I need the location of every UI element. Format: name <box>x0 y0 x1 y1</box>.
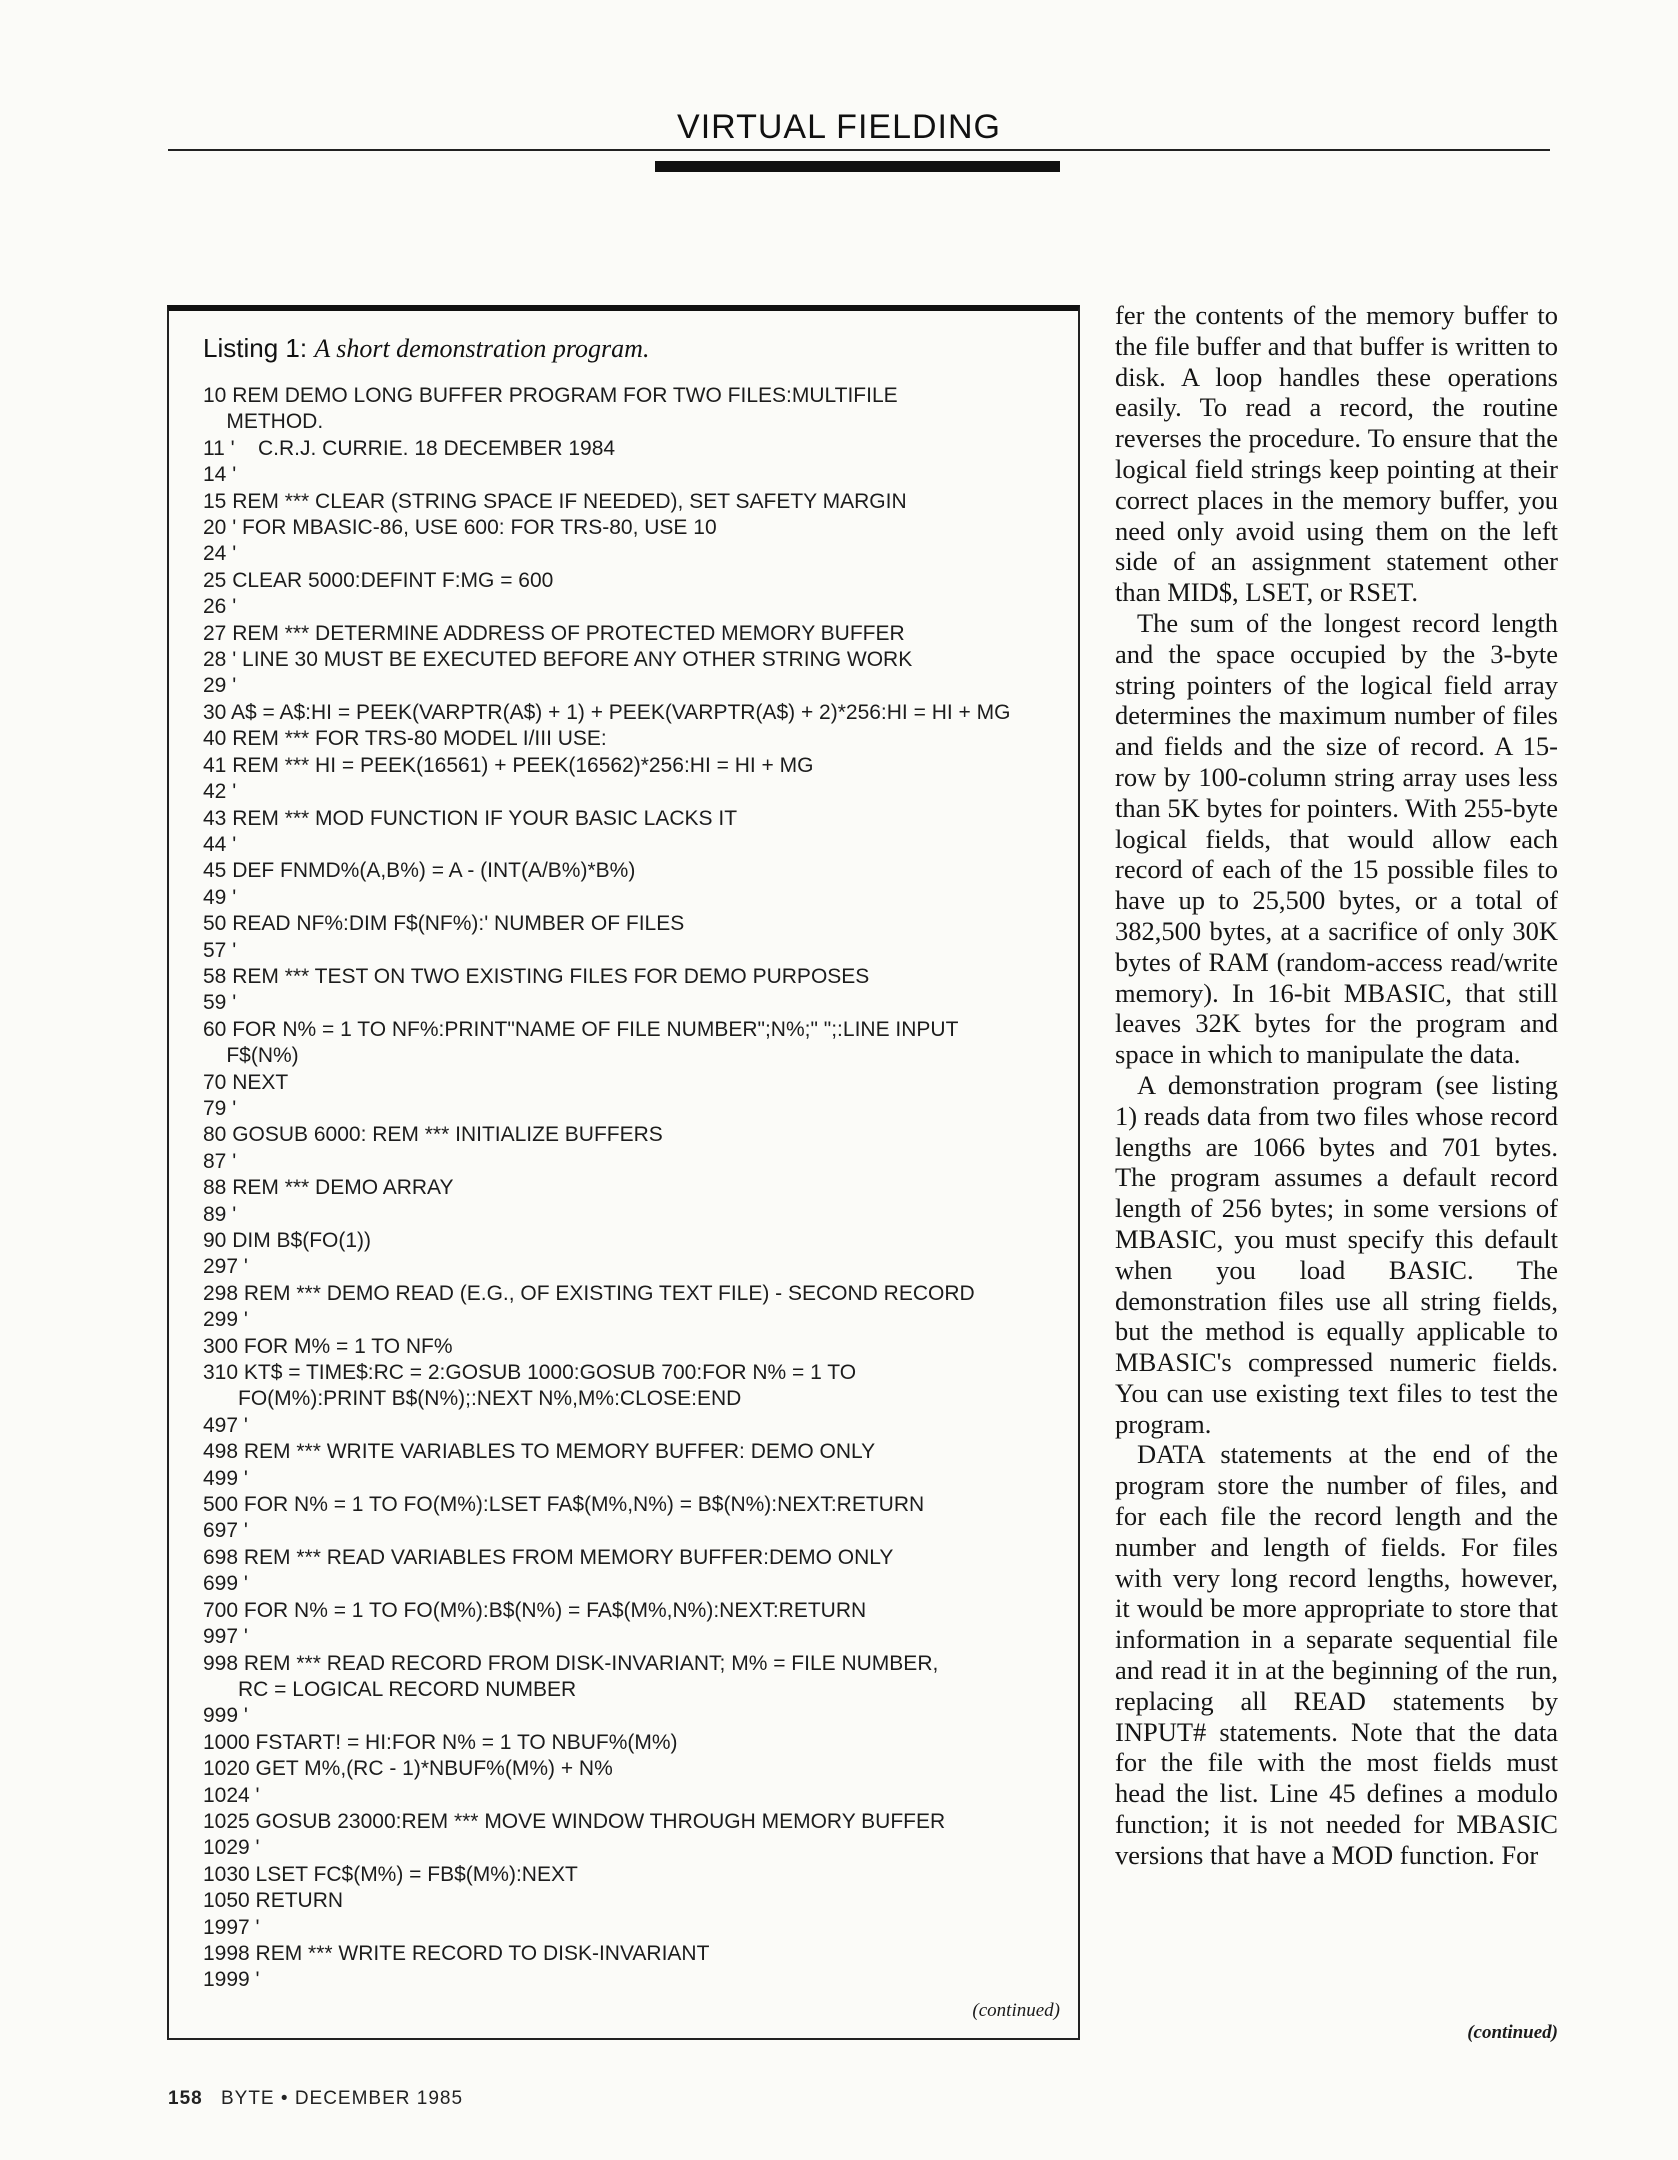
code-line: RC = LOGICAL RECORD NUMBER <box>203 1677 577 1701</box>
code-line: 1030 LSET FC$(M%) = FB$(M%):NEXT <box>203 1862 578 1886</box>
code-line: 58 REM *** TEST ON TWO EXISTING FILES FOR DEMO PURPOSES <box>203 964 870 988</box>
code-line: 11 ' C.R.J. CURRIE. 18 DECEMBER 1984 <box>203 436 616 460</box>
body-paragraph: DATA statements at the end of the program store the number of files, and for each file the record length and the number and length of fields. For files with very long record lengths, however, it would be more appropriate to store that information in a separate sequential file and read it in at the beginning of the run, replacing all READ statements by INPUT# statements. Note that the data for the file with the most fields must head the list. Line 45 defines a modulo function; it is not needed for MBASIC versions that have a MOD function. For <box>1115 1439 1558 1870</box>
code-line: 42 ' <box>203 780 237 804</box>
code-line: 297 ' <box>203 1255 248 1279</box>
body-paragraph: The sum of the longest record length and the space occupied by the 3-byte string pointers of the logical field array determines the maximum number of files and fields and the size of record. A 15-row by 100-column string array uses less than 5K bytes for pointers. With 255-byte logical fields, that would allow each record of each of the 15 possible files to have up to 25,500 bytes, or a total of 382,500 bytes, at a sacrifice of only 30K bytes of RAM (random-access read/write memory). In 16-bit MBASIC, that still leaves 32K bytes for the program and space in which to manipulate the data. <box>1115 607 1558 1070</box>
body-paragraph: A demonstration program (see listing 1) reads data from two files whose record lengths are 1066 bytes and 701 bytes. The program assumes a default record length of 256 bytes; in some versions of MBASIC, you must specify this default when you load BASIC. The demonstration files use all string fields, but the method is equally applicable to MBASIC's compressed numeric fields. You can use existing text files to test the program. <box>1115 1069 1558 1439</box>
code-line: 89 ' <box>203 1202 237 1226</box>
code-line: 10 REM DEMO LONG BUFFER PROGRAM FOR TWO FILES:MULTIFILE <box>203 384 898 407</box>
code-line: 28 ' LINE 30 MUST BE EXECUTED BEFORE ANY OTHER STRING WORK <box>203 648 913 672</box>
page-footer <box>168 2088 463 2110</box>
listing-box <box>167 305 1080 2040</box>
code-line: 24 ' <box>203 542 237 566</box>
code-line: 40 REM *** FOR TRS-80 MODEL I/III USE: <box>203 727 607 751</box>
code-line: 25 CLEAR 5000:DEFINT F:MG = 600 <box>203 568 554 592</box>
code-line: 41 REM *** HI = PEEK(16561) + PEEK(16562)*256:HI = HI + MG <box>203 753 814 777</box>
code-line: 1000 FSTART! = HI:FOR N% = 1 TO NBUF%(M%) <box>203 1730 678 1754</box>
code-line: 1025 GOSUB 23000:REM *** MOVE WINDOW THROUGH MEMORY BUFFER <box>203 1809 946 1833</box>
code-line: 697 ' <box>203 1519 248 1543</box>
article-body-column <box>1115 300 1558 1871</box>
code-line: 498 REM *** WRITE VARIABLES TO MEMORY BUFFER: DEMO ONLY <box>203 1440 876 1464</box>
code-line: 14 ' <box>203 463 237 487</box>
code-line: 60 FOR N% = 1 TO NF%:PRINT"NAME OF FILE NUMBER";N%;" ";:LINE INPUT <box>203 1017 959 1041</box>
code-line: 70 NEXT <box>203 1070 289 1094</box>
body-continued: (continued) <box>1467 2022 1558 2043</box>
code-line: 88 REM *** DEMO ARRAY <box>203 1176 454 1200</box>
code-line: METHOD. <box>203 410 324 434</box>
code-line: 500 FOR N% = 1 TO FO(M%):LSET FA$(M%,N%) = B$(N%):NEXT:RETURN <box>203 1493 925 1517</box>
code-line: 59 ' <box>203 991 237 1015</box>
body-paragraph: fer the contents of the memory buffer to the file buffer and that buffer is written to disk. A loop handles these operations easily. To read a record, the routine reverses the procedure. To ensure that the logical field strings keep pointing at their correct places in the memory buffer, you need only avoid using them on the left side of an assignment statement other than MID$, LSET, or RSET. <box>1115 300 1558 608</box>
listing-title: A short demonstration program. <box>314 334 650 363</box>
code-line: 1999 ' <box>203 1968 260 1992</box>
code-line: 20 ' FOR MBASIC-86, USE 600: FOR TRS-80, USE 10 <box>203 516 717 540</box>
code-line: 29 ' <box>203 674 237 698</box>
header-rule <box>168 149 1550 151</box>
publication-line: BYTE • DECEMBER 1985 <box>220 2088 464 2109</box>
code-line: 45 DEF FNMD%(A,B%) = A - (INT(A/B%)*B%) <box>203 859 636 883</box>
code-line: 298 REM *** DEMO READ (E.G., OF EXISTING TEXT FILE) - SECOND RECORD <box>203 1281 975 1305</box>
code-line: 310 KT$ = TIME$:RC = 2:GOSUB 1000:GOSUB 700:FOR N% = 1 TO <box>203 1361 857 1385</box>
code-line: 698 REM *** READ VARIABLES FROM MEMORY BUFFER:DEMO ONLY <box>203 1545 894 1569</box>
code-line: 43 REM *** MOD FUNCTION IF YOUR BASIC LACKS IT <box>203 806 738 830</box>
running-header-title: VIRTUAL FIELDING <box>677 108 1001 146</box>
code-line: 26 ' <box>203 595 237 619</box>
code-line: 79 ' <box>203 1096 237 1120</box>
code-line: 700 FOR N% = 1 TO FO(M%):B$(N%) = FA$(M%,N%):NEXT:RETURN <box>203 1598 867 1622</box>
code-line: 699 ' <box>203 1572 248 1596</box>
code-line: 80 GOSUB 6000: REM *** INITIALIZE BUFFERS <box>203 1123 663 1147</box>
page-number: 158 <box>168 2088 203 2109</box>
code-line: 1029 ' <box>203 1836 260 1860</box>
code-line: 49 ' <box>203 885 237 909</box>
code-line: 300 FOR M% = 1 TO NF% <box>203 1334 453 1358</box>
code-line: 87 ' <box>203 1149 237 1173</box>
code-listing <box>203 383 1063 1994</box>
code-line: 50 READ NF%:DIM F$(NF%):' NUMBER OF FILES <box>203 912 685 936</box>
code-line: 27 REM *** DETERMINE ADDRESS OF PROTECTED MEMORY BUFFER <box>203 621 905 645</box>
code-line: 497 ' <box>203 1413 248 1437</box>
code-line: 57 ' <box>203 938 237 962</box>
code-line: 30 A$ = A$:HI = PEEK(VARPTR(A$) + 1) + PEEK(VARPTR(A$) + 2)*256:HI = HI + MG <box>203 700 1011 724</box>
code-line: 1024 ' <box>203 1783 260 1807</box>
listing-continued: (continued) <box>972 2000 1060 2021</box>
code-line: 998 REM *** READ RECORD FROM DISK-INVARIANT; M% = FILE NUMBER, <box>203 1651 939 1675</box>
code-line: 1020 GET M%,(RC - 1)*NBUF%(M%) + N% <box>203 1757 613 1781</box>
code-line: 1050 RETURN <box>203 1889 344 1913</box>
code-line: 1997 ' <box>203 1915 260 1939</box>
listing-caption <box>203 333 649 364</box>
code-line: 90 DIM B$(FO(1)) <box>203 1229 372 1252</box>
code-line: FO(M%):PRINT B$(N%);:NEXT N%,M%:CLOSE:END <box>203 1387 742 1411</box>
header-rule-bar <box>655 161 1060 172</box>
code-line: 1998 REM *** WRITE RECORD TO DISK-INVARIANT <box>203 1941 710 1965</box>
code-line: 999 ' <box>203 1704 248 1728</box>
code-line: 15 REM *** CLEAR (STRING SPACE IF NEEDED), SET SAFETY MARGIN <box>203 489 907 513</box>
code-line: F$(N%) <box>203 1044 299 1068</box>
code-line: 499 ' <box>203 1466 248 1490</box>
code-line: 44 ' <box>203 832 237 856</box>
listing-label: Listing 1: <box>203 333 308 363</box>
code-line: 299 ' <box>203 1308 248 1332</box>
code-line: 997 ' <box>203 1625 248 1649</box>
